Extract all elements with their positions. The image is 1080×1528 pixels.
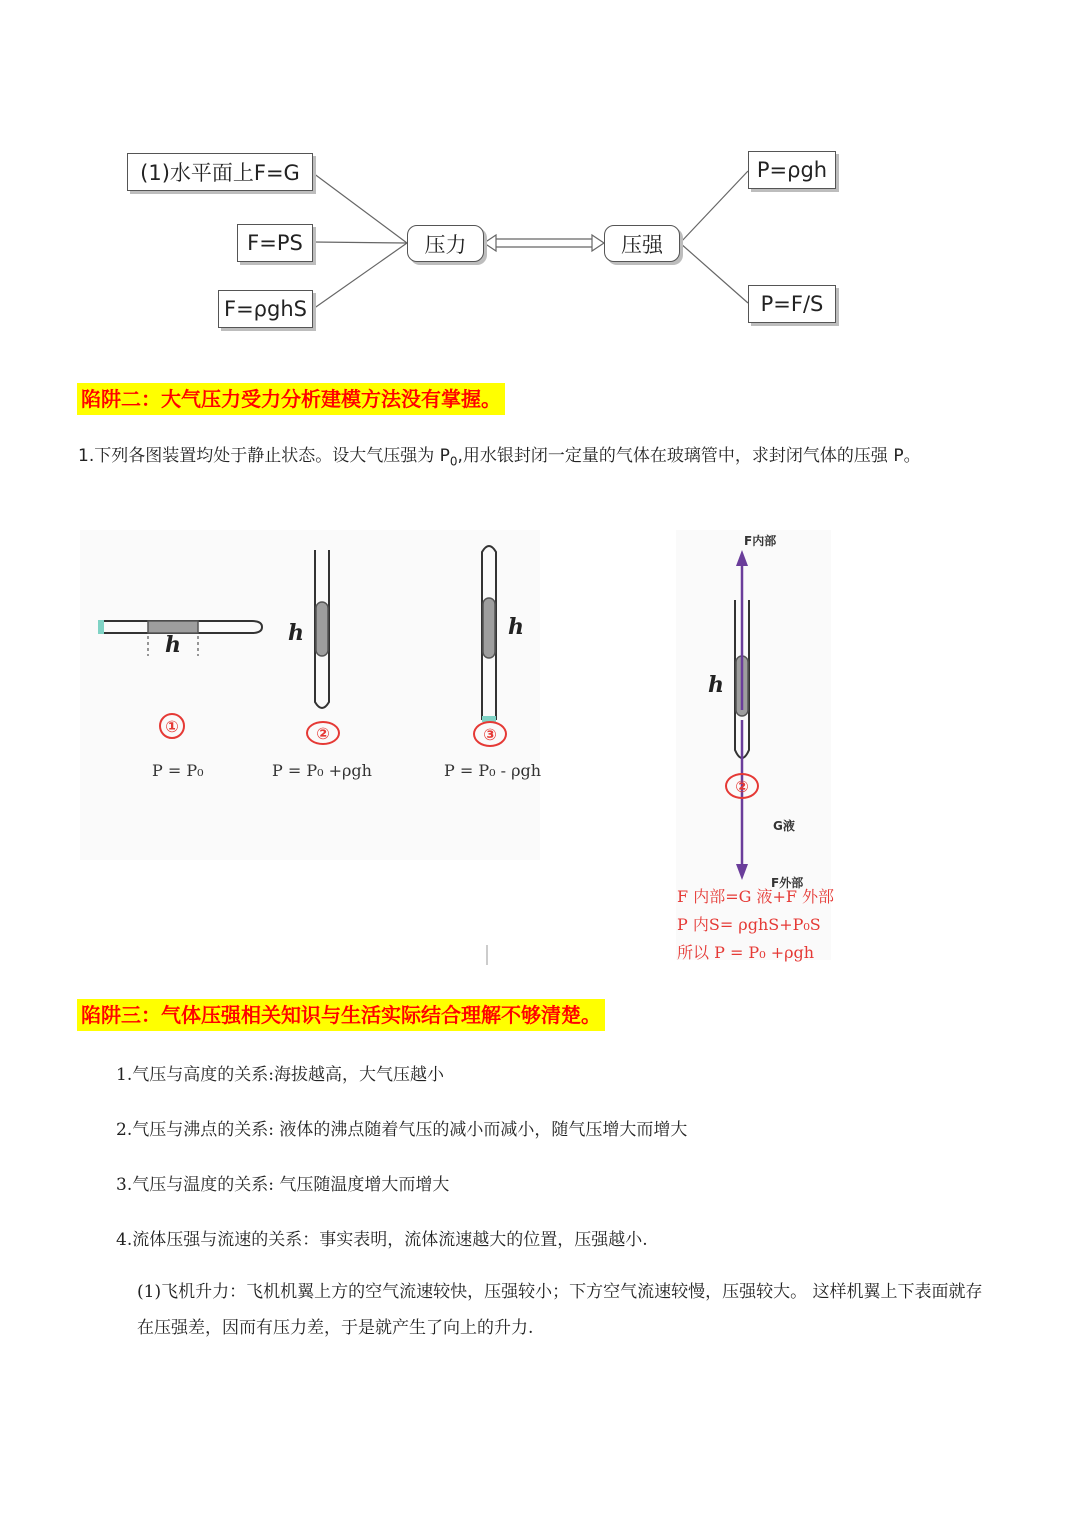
h-label-1: h [165,632,181,658]
trap2-title: 陷阱二：大气压力受力分析建模方法没有掌握。 [77,383,505,415]
formula-1: P = P₀ [152,761,204,780]
box-p-fs: P=F/S [748,285,836,323]
point-altitude: 1.气压与高度的关系:海拔越高，大气压越小 [116,1065,444,1085]
question-sub: 0 [449,454,458,469]
label-circle-1: ① [159,713,185,739]
h-label-4: h [708,672,724,698]
point-flow: 4.流体压强与流速的关系：事实表明，流体流速越大的位置，压强越小. [116,1230,648,1250]
tube-figures [0,520,1080,970]
paragraph-lift: (1)飞机升力：飞机机翼上方的空气流速较快，压强较小；下方空气流速较慢，压强较大。 这样机翼上下表面就存在压强差，因而有压力差，于是就产生了向上的升力. [137,1282,983,1338]
tube-2 [315,550,329,708]
trap3-title: 陷阱三：气体压强相关知识与生活实际结合理解不够清楚。 [77,999,605,1031]
formula-3: P = P₀ - ρgh [444,761,542,780]
label-circle-3: ③ [473,721,507,747]
label-circle-2: ② [306,721,340,745]
red-equation-1: F 内部=G 液+F 外部 [677,887,835,906]
red-equation-2: P 内S= ρghS+P₀S [677,915,821,934]
question-rest: ,用水银封闭一定量的气体在玻璃管中，求封闭气体的压强 P。 [457,446,921,466]
question-prefix: 1.下列各图装置均处于静止状态。设大气压强为 P [78,446,450,466]
h-label-2: h [288,620,304,646]
tube-3 [482,546,496,722]
box-f-ps: F=PS [237,224,313,262]
label-circle-4: ② [725,773,759,799]
force-label-outer: F外部 [771,876,804,890]
force-label-gravity: G液 [773,819,795,833]
point-temperature: 3.气压与温度的关系: 气压随温度增大而增大 [116,1175,450,1195]
trap2-question [78,442,998,475]
red-equation-3: 所以 P = P₀ +ρgh [677,943,815,962]
h-label-3: h [508,614,524,640]
box-p-rhogh: P=ρgh [748,151,836,189]
formula-2: P = P₀ +ρgh [272,761,372,780]
box-horizontal-fg: (1)水平面上F=G [127,153,313,191]
point-boiling: 2.气压与沸点的关系: 液体的沸点随着气压的减小而减小，随气压增大而增大 [116,1120,688,1140]
node-pressure-force: 压力 [407,225,484,262]
force-label-inner: F内部 [744,534,777,548]
node-pressure: 压强 [604,225,680,262]
box-f-rhoghs: F=ρghS [218,290,313,328]
